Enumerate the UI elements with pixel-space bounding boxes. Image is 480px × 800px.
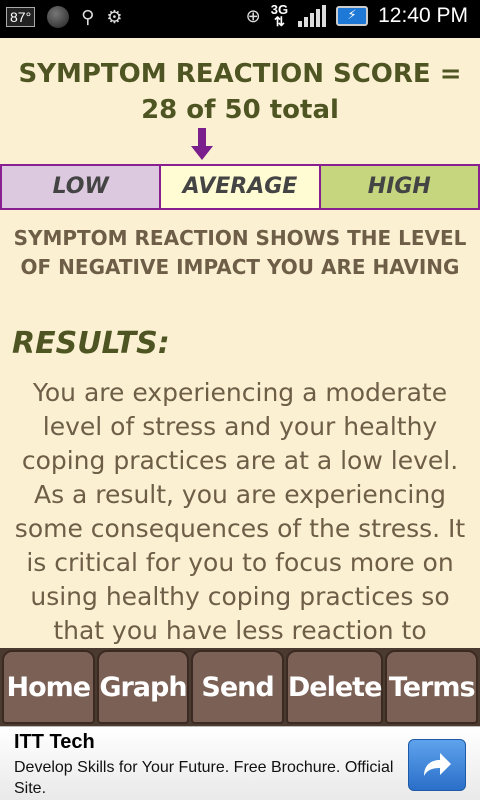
score-title-line1: SYMPTOM REACTION SCORE = [18, 59, 462, 89]
caption-line1: SYMPTOM REACTION SHOWS THE LEVEL [13, 226, 467, 250]
results-text[interactable]: You are experiencing a moderate level of stress and your healthy coping practices are at a low level. As a result, you are experiencing some consequences of the stress. It is critical for you to focus more on using healthy coping practices so that you have less reaction to [14, 378, 466, 645]
network-type: 3G ⇅ [270, 2, 289, 29]
scale-average: AVERAGE [161, 166, 320, 208]
signal-strength-icon [298, 5, 326, 27]
score-title-line2: 28 of 50 total [141, 95, 339, 125]
results-heading: RESULTS: [12, 326, 170, 361]
send-button[interactable]: Send [191, 650, 284, 724]
terms-button[interactable]: Terms [385, 650, 478, 724]
scale-caption [0, 224, 480, 282]
score-title [0, 56, 480, 128]
caption-line2: OF NEGATIVE IMPACT YOU ARE HAVING [20, 255, 460, 279]
graph-button[interactable]: Graph [97, 650, 190, 724]
home-button[interactable]: Home [2, 650, 95, 724]
scale-low: LOW [2, 166, 161, 208]
scale-high: HIGH [321, 166, 478, 208]
ad-banner[interactable] [0, 726, 480, 800]
ad-description[interactable]: Develop Skills for Your Future. Free Brochure. Official Site. [14, 759, 394, 797]
ad-open-button[interactable] [408, 739, 466, 791]
share-arrow-icon [420, 750, 454, 780]
score-scale [0, 164, 480, 210]
score-indicator-arrow-icon [191, 128, 213, 162]
usb-icon: ⚲ [81, 6, 95, 28]
ad-title[interactable]: ITT Tech [14, 731, 95, 753]
battery-charging-icon: ⚡ [336, 6, 368, 26]
status-bar [0, 0, 480, 38]
clock: 12:40 PM [378, 4, 468, 27]
android-debug-icon: ⚙ [106, 6, 123, 28]
battery-level-indicator: 87° [6, 7, 35, 27]
delete-button[interactable]: Delete [286, 650, 384, 724]
notification-dot-icon [47, 6, 69, 28]
gps-icon: ⊕ [245, 5, 261, 27]
bottom-nav [0, 648, 480, 726]
